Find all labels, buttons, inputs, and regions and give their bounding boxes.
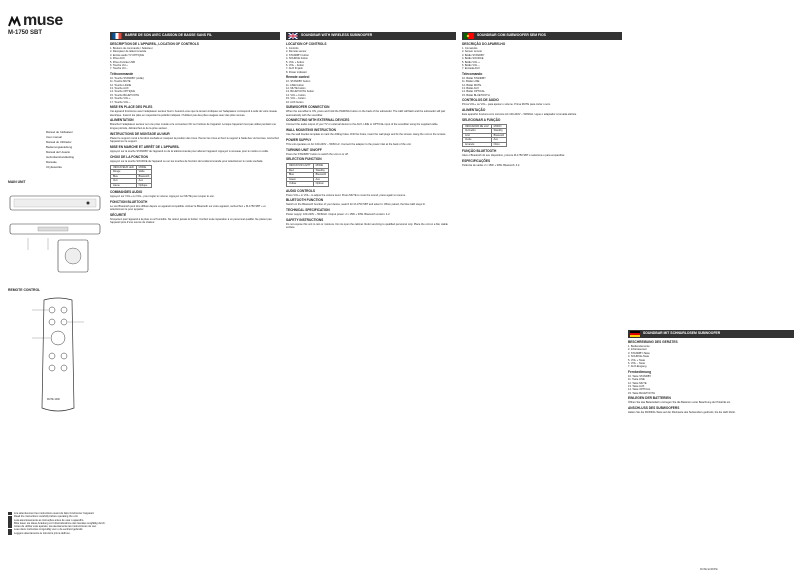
- remote-model: MUTE 1000: [47, 398, 60, 401]
- heading: FUNÇÃO BLUETOOTH: [462, 148, 497, 153]
- paragraph: Ative o Bluetooth do seu dispositivo, procure M-1750 SBT e selecione-o para emparelhar.: [462, 153, 565, 157]
- section-pt: [462, 30, 622, 565]
- list-item: 1. Boutons de commande / Sélecteur: [110, 47, 153, 50]
- table-cell: Green: [287, 177, 314, 181]
- paragraph: Power supply: 100-240V ~ 50/60Hz. Output power: 2 x 15W + 30W. Bluetooth version: 4.2.: [286, 213, 391, 217]
- table-cell: Yellow: [287, 182, 314, 186]
- list-item: 15. VOL – button: [286, 97, 306, 101]
- list-item: 12. Touche LIGNE: [110, 83, 132, 87]
- table-cell: Ótico: [491, 142, 507, 146]
- table-cell: Aux: [136, 179, 152, 183]
- list-item: 15. Taste BLUETOOTH: [628, 391, 656, 395]
- table-cell: Bluetooth: [313, 173, 329, 177]
- list-item: 15. Touche BLUETOOTH: [110, 93, 140, 97]
- table-cell: Standby: [491, 129, 507, 133]
- list-item: 1. Controls: [286, 47, 299, 50]
- list-item: 13. Taste AUX: [628, 385, 645, 389]
- table-cell: Vermelho: [463, 129, 492, 133]
- heading: Télécommande: [110, 71, 134, 76]
- manual-fr: Manuel de l'utilisateur: [46, 130, 73, 134]
- list-item: 7. Entrada AUX: [462, 67, 480, 71]
- table-cell: Optique: [136, 183, 152, 187]
- warning-icon: [8, 532, 12, 535]
- list-item: 2. Remote sensor: [286, 50, 307, 54]
- table-cell: Amarelo: [463, 142, 492, 146]
- led-table-fr: [110, 165, 152, 188]
- remote-label: REMOTE CONTROL: [8, 288, 41, 292]
- section-title-fr: BARRE DE SON AVEC CAISSON DE BASSE SANS FIL: [125, 33, 213, 38]
- list-item: 8. Power indicator: [286, 70, 307, 74]
- led-table-pt: [462, 124, 507, 147]
- list-item: 10. Botão STANDBY: [462, 76, 486, 80]
- paragraph: Connect the audio output of your TV or external device to the AUX, LINE or OPTICAL input of the soundbar using the supplied cable.: [286, 123, 439, 127]
- list-item: 11. Taste LINE: [628, 378, 645, 382]
- section-bar-pt: [462, 32, 622, 40]
- heading: ESPECIFICAÇÕES: [462, 158, 491, 163]
- paragraph: Este aparelho funciona com corrente AC 100-240V ~ 50/60Hz. Ligue o adaptador à tomada elétrica.: [462, 113, 577, 117]
- paragraph: Press the STANDBY button to switch the unit on or off.: [286, 152, 349, 156]
- list-item: 3. STANDBY-Taste: [628, 351, 650, 355]
- table-cell: Jaune: [111, 183, 137, 187]
- heading: WALL MOUNTING INSTRUCTION: [286, 128, 336, 133]
- list-item: 1. Comandos: [462, 47, 478, 50]
- list-item: 13. BLUETOOTH button: [286, 90, 315, 94]
- list-item: 5. Prise d'entrée USB: [110, 60, 135, 64]
- list-item: 11. Botão LINE: [462, 80, 480, 84]
- main-unit-label: MAIN UNIT: [8, 180, 26, 184]
- list-item: 4. SOURCE-Taste: [628, 355, 650, 359]
- list-item: 5. VOL + Taste: [628, 358, 646, 362]
- paragraph: Prima VOL+ ou VOL– para ajustar o volume. Prima MUTE para cortar o som.: [462, 103, 551, 107]
- footer-address: MUSE EUROPE: [700, 568, 718, 571]
- list-item: 4. Botão SOURCE: [462, 57, 484, 61]
- list-item: 16. AUX button: [286, 100, 304, 104]
- warning-pt: Leia atenciosamente as instruções antes de usar o aparelho.: [14, 518, 85, 522]
- manual-es: Manual del Usuario: [46, 150, 71, 154]
- list-item: 3. Botão STANDBY: [462, 53, 485, 57]
- heading: TURNING UNIT ON/OFF: [286, 147, 322, 152]
- list-item: 14. Taste OPTICAL: [628, 388, 651, 392]
- heading: CHOIX DE LA FONCTION: [110, 154, 148, 159]
- paragraph: Appuyez sur VOL+ ou VOL– pour régler le volume. Appuyez sur MUTE pour couper le son.: [110, 194, 215, 198]
- heading: EINLEGEN DER BATTERIEN: [628, 396, 671, 401]
- paragraph: Öffnen Sie das Batteriefach und legen Sie die Batterien unter Beachtung der Polarität ein.: [628, 401, 731, 405]
- table-cell: Veille: [136, 170, 152, 174]
- table-cell: Bluetooth: [491, 133, 507, 137]
- section-en: [286, 30, 456, 565]
- heading: SELECIONAR A FUNÇÃO: [462, 117, 501, 122]
- heading: SELECTION FUNCTION: [286, 157, 322, 162]
- manual-language-list: [46, 130, 74, 170]
- list-item: 1. Bedienelemente: [628, 345, 650, 348]
- list-item: 10. STANDBY button: [286, 80, 311, 84]
- warning-en: Read the instructions carefully before operating the unit.: [14, 515, 79, 519]
- paragraph: Appuyez sur la touche SOURCE de l'appareil ou sur les touches de fonction de la télécommande pour sélectionner le mode souhaité.: [110, 159, 264, 163]
- heading: SAFETY INSTRUCTIONS: [286, 217, 324, 222]
- heading: FONCTION BLUETOOTH: [110, 199, 148, 204]
- paragraph: Branchez l'adaptateur secteur sur une prise murale et le connecteur DC sur l'arrière de l'appareil. Lorsque l'appareil n'est pas utilisé pendant une longue période, débranchez-le de la prise secteur.: [110, 123, 276, 130]
- table-cell: MODE: [313, 164, 329, 168]
- heading: ANSCHLUSS DES SUBWOOFERS: [628, 406, 680, 411]
- manual-de: Bedienungsanleitung: [46, 145, 73, 149]
- heading: INSTRUCTIONS DE MONTAGE AU MUR: [110, 131, 170, 136]
- flag-de-icon: [630, 331, 640, 337]
- list-item: 6. Touche Vol +: [110, 64, 128, 68]
- list-item: 11. LINE button: [286, 83, 304, 87]
- paragraph: Potência de saída: 2 x 15W + 30W. Bluetooth: 4.2.: [462, 163, 521, 167]
- manual-pt: Manual do Utilizador: [46, 140, 72, 144]
- logo-text: muse: [23, 12, 63, 29]
- heading: ALIMENTATION: [110, 118, 134, 123]
- heading: POWER SUPPLY: [286, 137, 312, 142]
- section-bar-fr: [110, 32, 280, 40]
- list-item: 11. Touche MUTE: [110, 80, 131, 84]
- manual-nl: Gebruikershandleiding: [46, 155, 74, 159]
- paragraph: Appuyez sur la touche STANDBY de l'appareil ou de la télécommande pour allumer l'appareil. Appuyez à nouveau pour le mettre en veille.: [110, 149, 269, 153]
- list-item: 4. SOURCE button: [286, 57, 308, 61]
- heading: MISE EN PLACE DES PILES: [110, 105, 153, 110]
- heading: SUBWOOFER CONNECTION: [286, 105, 330, 110]
- paragraph: Press VOL+ or VOL– to adjust the volume level. Press MUTE to mute the sound, press again to resume.: [286, 193, 406, 197]
- table-cell: Bluetooth: [136, 174, 152, 178]
- heading: ALIMENTAÇÃO: [462, 108, 486, 113]
- table-cell: Blue: [287, 173, 314, 177]
- list-item: 3. STANDBY button: [286, 53, 309, 57]
- heading: DESCRIÇÃO DO APARELHO: [462, 42, 506, 46]
- model-number: M-1750 SBT: [8, 30, 43, 36]
- paragraph: This unit operates on AC 100-240V ~ 50/60 Hz. Connect the adapter to the power inlet at the back of the unit.: [286, 142, 412, 146]
- paragraph: Do not expose this unit to rain or moisture. Do not open the cabinet. Refer servicing to qualified personnel only. Place the unit on a flat, stable surface.: [286, 222, 448, 230]
- paragraph: When the soundbar is ON, press and hold the PAIRING button on the back of the subwoofer. The LED will flash and the subwoofer will pair automatically with the soundbar.: [286, 110, 446, 117]
- heading: TECHNICAL SPECIFICATION: [286, 208, 330, 213]
- paragraph: Cet appareil fonctionne avec l'adaptateur secteur fourni. Assurez-vous que la tension indiquée sur l'adaptateur correspond à celle de votre réseau électrique. Insérez les piles en respectant la polarité indiquée. N'utilisez pas des piles usagées avec des piles neuves.: [110, 110, 278, 117]
- section-bar-de: [628, 330, 794, 338]
- manual-en: User manual: [46, 135, 62, 139]
- heading: Fernbedienung: [628, 369, 652, 374]
- table-cell: Vert: [111, 179, 137, 183]
- list-item: 14. Touche OPTIQUE: [110, 90, 136, 94]
- paragraph: Use the wall bracket template to mark the drilling holes. Drill the holes, insert the wall plugs and fix the screws. Hang the unit on the screws.: [286, 133, 447, 137]
- main-unit-illustration: [8, 190, 104, 275]
- heading: AUDIO CONTROLS: [286, 188, 316, 193]
- heading: CONTROLOS DE ÁUDIO: [462, 98, 499, 103]
- list-item: 4. Prise AUX: [110, 57, 125, 61]
- table-cell: Rouge: [111, 170, 137, 174]
- table-cell: Verde: [463, 138, 492, 142]
- section-title-pt: SOUNDBAR COM SUBWOOFER SEM FIOS: [477, 33, 546, 38]
- list-item: 7. Touche Vol –: [110, 67, 128, 71]
- table-cell: Aux: [313, 177, 329, 181]
- manual-it: Manuale: [46, 160, 57, 164]
- section-bar-en: [286, 32, 456, 40]
- paragraph: N'exposez pas l'appareil à la pluie ou à l'humidité. Ne retirez jamais le boîtier. Confiez toute réparation à un personnel qualifié. Ne placez pas l'appareil près d'une source de chaleur.: [110, 217, 272, 225]
- paragraph: Placez le support mural à l'endroit souhaité et marquez la position des trous. Percez les trous et fixez le support à l'aide des vis fournies. Accrochez l'appareil sur le support.: [110, 136, 280, 143]
- list-item: 13. Touche AUX: [110, 87, 129, 91]
- list-item: 2. Sensor remoto: [462, 50, 482, 54]
- paragraph: Switch on the Bluetooth function of your device, search for M-1750 SBT and select it. When paired, the blue LED stays lit.: [286, 203, 426, 207]
- table-cell: Bleu: [111, 174, 137, 178]
- list-item: 2. Récepteur de télécommande: [110, 50, 147, 54]
- manual-pl: Użytkownika: [46, 165, 62, 169]
- heading: DESCRIPTION DE L'APPAREIL, LOCATION OF CONTROLS: [110, 42, 199, 46]
- table-cell: Azul: [463, 133, 492, 137]
- list-item: 10. Taste STANDBY: [628, 374, 652, 378]
- warning-de: Bitte lesen sie diese Anleitung vor Inbetriebnahme des Gerätes sorgfältig durch.: [14, 521, 106, 525]
- list-item: 12. Botão MUTE: [462, 83, 482, 87]
- table-cell: INDICATOR LIGHT: [287, 164, 314, 168]
- muse-logo-mark-icon: [8, 16, 21, 27]
- list-item: 7. AUX-Eingang: [628, 365, 647, 369]
- heading: LOCATION OF CONTROLS: [286, 42, 327, 46]
- section-fr: [110, 30, 280, 565]
- list-item: 10. Touche STANDBY (veille): [110, 76, 144, 80]
- table-cell: Aux: [491, 138, 507, 142]
- table-cell: Red: [287, 168, 314, 172]
- heading: MISE EN MARCHE ET ARRÊT DE L'APPAREIL: [110, 144, 180, 149]
- heading: Telecomando: [462, 71, 483, 76]
- table-cell: Standby: [313, 168, 329, 172]
- section-title-de: SOUNDBAR MIT SCHNURLOSEM SUBWOOFER: [643, 331, 721, 336]
- paragraph: Le son Bluetooth peut être diffusé depuis un appareil compatible. Activez le Bluetooth sur votre appareil, recherchez « M-1750 SBT » et sélectionnez-le pour appairer.: [110, 204, 266, 212]
- list-item: 2. Infrarotsensor: [628, 348, 647, 352]
- warning-nl: Lees deze instructies zorgvuldig voor u de eenheid gebruikt.: [14, 528, 84, 532]
- list-item: 16. Touche VOL +: [110, 97, 131, 101]
- list-item: 6. VOL – Taste: [628, 362, 646, 366]
- warning-es: Antes de utilizar este aparato, lea atentamente las instrucciones de uso.: [14, 525, 97, 529]
- section-title-en: SOUNDBAR WITH WIRELESS SUBWOOFER: [301, 33, 373, 38]
- list-item: 14. Botão OPTICAL: [462, 90, 485, 94]
- heading: BLUETOOTH FUNCTION: [286, 198, 324, 203]
- list-item: 17. Touche VOL –: [110, 100, 131, 104]
- warning-list: [8, 512, 108, 535]
- list-item: 6. Botão VOL –: [462, 64, 480, 68]
- heading: CONNECTING WITH EXTERNAL DEVICES: [286, 118, 350, 123]
- flag-pt-icon: [464, 33, 474, 39]
- table-cell: Optical: [313, 182, 329, 186]
- list-item: 7. AUX IN jack: [286, 67, 303, 71]
- list-item: 12. MUTE button: [286, 87, 306, 91]
- flag-uk-icon: [288, 33, 298, 39]
- section-de: [628, 30, 794, 565]
- list-item: 12. Taste MUTE: [628, 381, 647, 385]
- warning-it: Leggere attentamente le istruzioni prima dell'uso.: [14, 531, 71, 535]
- table-cell: INDICATEUR LED: [111, 165, 137, 169]
- heading: SÉCURITÉ: [110, 212, 127, 217]
- table-cell: MODE: [136, 165, 152, 169]
- list-item: 6. VOL – button: [286, 64, 305, 68]
- list-item: 5. Botão VOL +: [462, 60, 480, 64]
- brand-logo: [8, 12, 63, 30]
- heading: COMMANDES AUDIO: [110, 189, 143, 194]
- table-cell: MODO: [491, 124, 507, 128]
- heading: Remote control: [286, 75, 310, 80]
- paragraph: Halten Sie die PAIRING-Taste auf der Rückseite des Subwoofers gedrückt, bis die LED blinkt.: [628, 411, 736, 415]
- led-table-en: [286, 163, 329, 186]
- list-item: 13. Botão AUX: [462, 87, 480, 91]
- flag-fr-icon: [112, 33, 122, 39]
- list-item: 3. Entrée audio TV OPTIQUE: [110, 53, 144, 57]
- table-cell: INDICADOR DE LUZ: [463, 124, 492, 128]
- list-item: 14. VOL + button: [286, 93, 306, 97]
- heading: BESCHREIBUNG DES GERÄTES: [628, 340, 678, 344]
- list-item: 5. VOL + button: [286, 60, 305, 64]
- warning-fr: Lire attentivement les instructions avant de faire fonctionner l'appareil.: [14, 512, 95, 515]
- list-item: 15. Botão BLUETOOTH: [462, 93, 490, 97]
